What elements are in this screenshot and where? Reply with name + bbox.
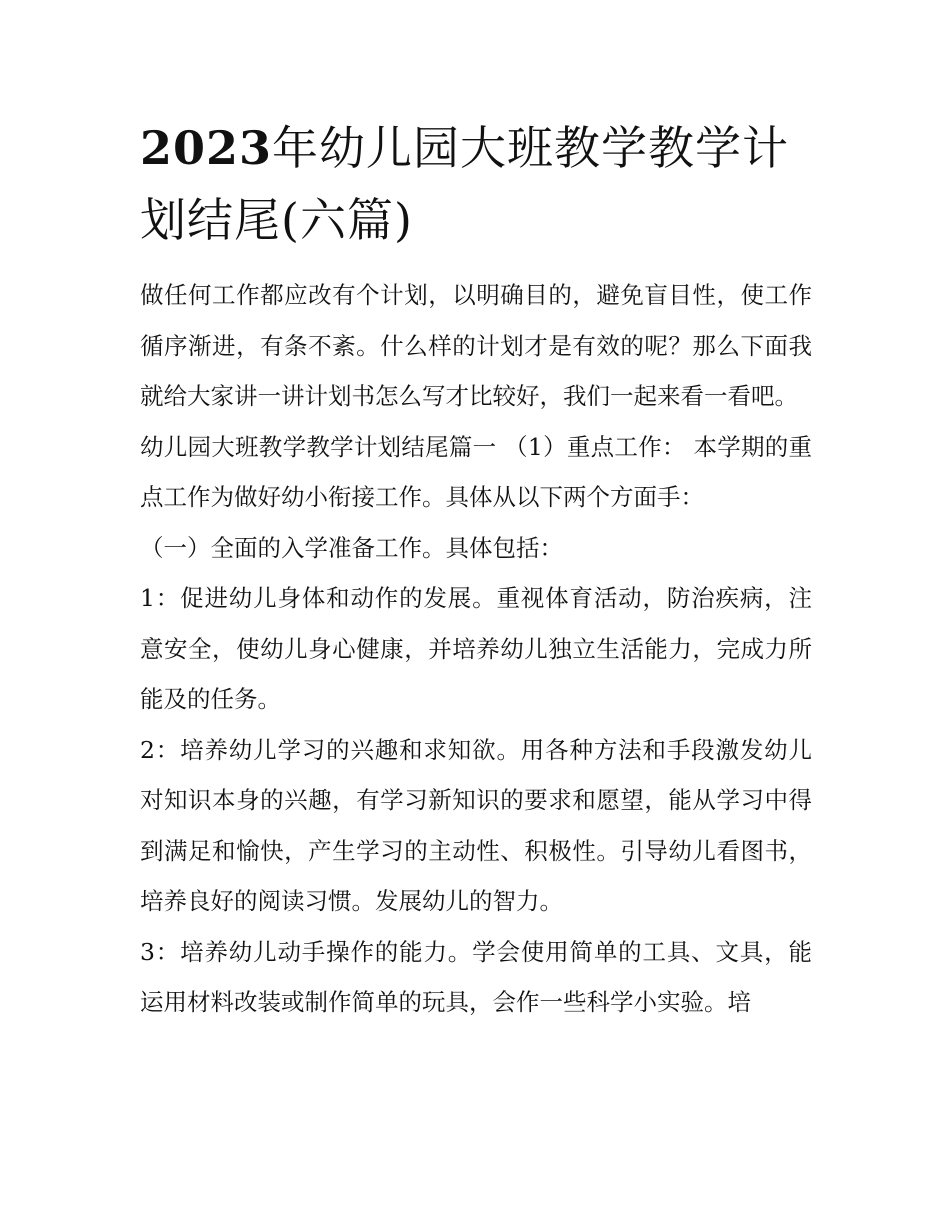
paragraph-item-1: 1：促进幼儿身体和动作的发展。重视体育活动，防治疾病，注意安全，使幼儿身心健康，并培养幼儿独立生活能力，完成力所能及的任务。 xyxy=(140,584,812,713)
title-text: 年幼儿园大班教学教学计划结尾(六篇) xyxy=(140,121,790,247)
paragraph-intro: 做任何工作都应改有个计划，以明确目的，避免盲目性，使工作循序渐进，有条不紊。什么样的计划才是有效的呢？那么下面我就给大家讲一讲计划书怎么写才比较好，我们一起来看一看吧。 xyxy=(140,281,812,410)
title-year: 2023 xyxy=(140,121,273,175)
paragraph-subsection-one: （一）全面的入学准备工作。具体包括： xyxy=(140,533,563,562)
document-page xyxy=(140,112,812,1028)
document-title xyxy=(140,112,812,256)
paragraph-section-one: 幼儿园大班教学教学计划结尾篇一 （1）重点工作： 本学期的重点工作为做好幼小衔接工作。具体从以下两个方面手： xyxy=(140,432,812,511)
paragraph-item-2: 2：培养幼儿学习的兴趣和求知欲。用各种方法和手段激发幼儿对知识本身的兴趣，有学习新知识的要求和愿望，能从学习中得到满足和愉快，产生学习的主动性、积极性。引导幼儿看图书，培养良好的阅读习惯。发展幼儿的智力。 xyxy=(140,735,812,915)
paragraph-item-3: 3：培养幼儿动手操作的能力。学会使用简单的工具、文具，能运用材料改装或制作简单的玩具，会作一些科学小实验。培 xyxy=(140,937,812,1016)
